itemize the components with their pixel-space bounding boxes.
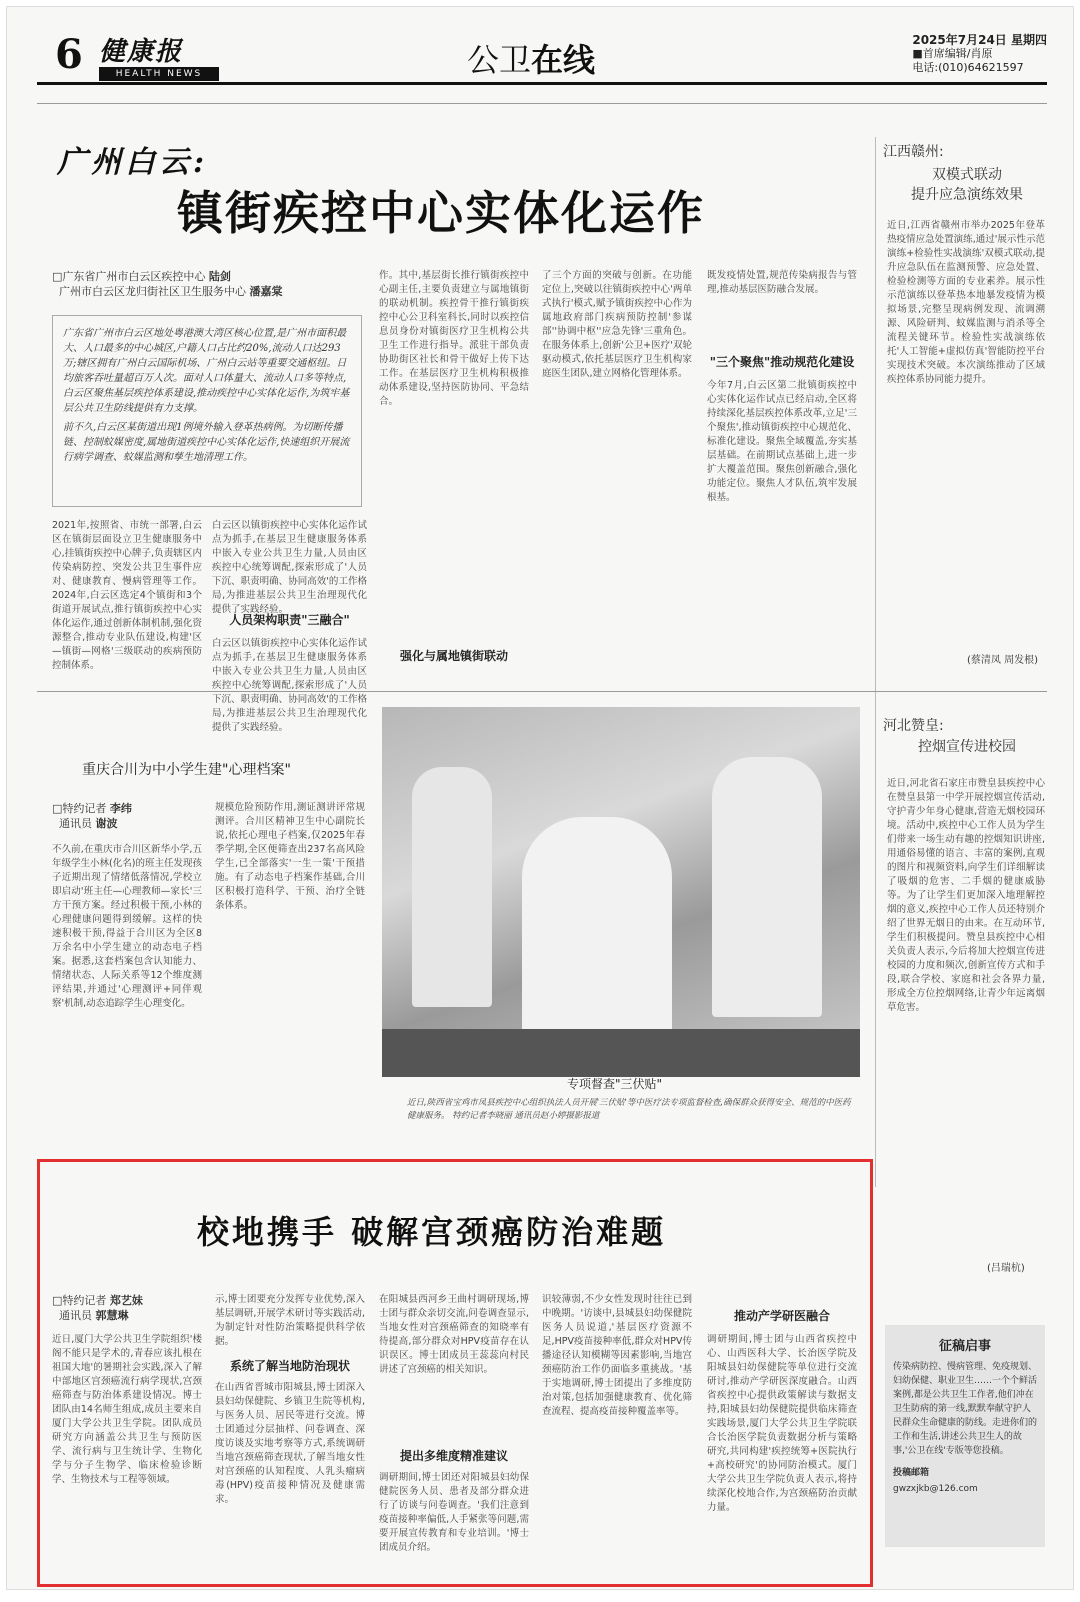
sidebar-hebei-title: 控烟宣传进校园 [918,739,1016,755]
sidebar-jiangxi-body: 近日,江西省赣州市举办2025年登革热疫情应急处置演练,通过'展示性示范演练+检验性实战演练'双模式联动,提升应急队伍在监测预警、应急处置、检验检测等方面的专业素养。展示性示范演练以登革热本地暴发疫情为模拟场景,完整呈现病例发现、流调溯源、风险研判、蚊媒监测与消杀等全流程关键环节。检验性实战演练依托'人工智能+虚拟仿真'智能防控平台实现技术突破。本次演练推动了区域疾控体系协同能力提升。 [887,220,1045,385]
issue-date: 2025年7月24日 星期四 [912,33,1047,47]
lead-byline: □广东省广州市白云区疾控中心 陆剑 广州市白云区龙归街社区卫生服务中心 潘嘉棠 [52,270,283,298]
byline-role: 通讯员 [59,1309,92,1322]
byline-name: 李纬 [109,802,132,815]
byline-name: 潘嘉棠 [249,285,283,298]
sidebar-hebei-body: 近日,河北省石家庄市赞皇县疾控中心在赞皇县第一中学开展控烟宣传活动,守护青少年身心健康,营造无烟校园环境。活动中,疾控中心工作人员为学生们带来一场生动有趣的控烟知识讲座,用通俗易懂的语言、丰富的案例,直观的图片和视频资料,向学生们详细解读了吸烟的危害、二手烟的健康威胁等。为了让学生们更加深入地理解控烟的意义,疾控中心工作人员还特别介绍了世界无烟日的由来。在互动环节,学生们积极提问。赞皇县疾控中心相关负责人表示,今后将加大控烟宣传进校园的力度和频次,创新宣传方式和手段,联合学校、家庭和社会各界力量,形成全方位控烟网络,让青少年远离烟草危害。 [887,778,1045,1013]
feature-column-3b: 调研期间,博士团还对阳城县妇幼保健院医务人员、患者及部分群众进行了访谈与问卷调查。'我们注意到疫苗接种率偏低,人手紧张等问题,需要开展宣传教育和专业培训。'博士团成员介绍。 [379,1472,529,1553]
lead-column-6: 今年7月,白云区第二批镇街疾控中心实体化运作试点已经启动,全区将持续深化基层疾控体系改革,立足'三个聚焦',推动镇街疾控中心规范化、标准化建设。聚焦全域覆盖,夯实基层基础。在前期试点基础上,进一步扩大覆盖范围。聚焦创新融合,强化功能定位。聚焦人才队伍,筑牢发展根基。 [707,380,857,503]
section-title-bold: 在线 [531,41,596,79]
section-title-part: 公卫 [467,41,532,79]
lead-kicker: 广州白云: [57,145,209,180]
feature-title: 校地携手 破解宫颈癌防治难题 [197,1213,667,1251]
masthead [37,25,1047,85]
photo-floor [382,1029,860,1077]
sidebar-hebei-credit: (吕瑞杭) [987,1263,1025,1274]
title-line: 双模式联动 [932,167,1002,183]
lead-subhead-3: "三个聚焦"推动规范化建设 [709,355,855,369]
issue-editors: ■首席编辑/肖原 [912,47,993,60]
sidebar-jiangxi-title [887,165,1047,205]
issue-phone: 电话:(010)64621597 [912,61,1024,74]
feature-subhead-3: 推动产学研医融合 [733,1309,830,1323]
lead-column-4: 了三个方面的突破与创新。在功能定位上,突破以往镇街疾控中心'两单式执行'模式,赋予镇街疾控中心作为属地政府部门疾病预防控制'参谋部''协调中枢''应急先锋'三重角色。在服务体系上,创新'公卫+医疗'双轮驱动模式,依托基层医疗卫生机构家庭医生团队,建立网格化管理体系。 [542,270,692,379]
feature-column-3: 在阳城县西河乡王曲村调研现场,博士团与群众亲切交流,问卷调查显示,当地女性对宫颈癌筛查的知晓率有待提高,部分群众对HPV疫苗存在认识误区。博士团成员王蕊蕊向村民讲述了宫颈癌的相关知识。 [379,1294,529,1375]
photo-figure [412,767,492,1007]
feature-column-5: 调研期间,博士团与山西省疾控中心、山西医科大学、长治医学院及阳城县妇幼保健院等单位进行交流研讨,推动产学研医深度融合。山西省疾控中心提供政策解读与数据支持,阳城县妇幼保健院提供临床筛查实践场景,厦门大学公共卫生学院联合长治医学院负责数据分析与策略研究,共同构建'疾控统筹+医院执行+高校研究'的协同防治模式。厦门大学公共卫生学院负责人表示,将持续深化校地合作,为宫颈癌防治贡献力量。 [707,1334,857,1513]
feature-column-4: 识较薄弱,不少女性发现时往往已到中晚期。'访谈中,县城县妇幼保健院医务人员说道,'基层医疗资源不足,HPV疫苗接种率低,群众对HPV传播途径认知模糊等因素影响,当地宫颈癌防治工作仍面临多重挑战。'基于实地调研,博士团提出了多维度防治对策,包括加强健康教育、优化筛查流程、提高疫苗接种覆盖率等。 [542,1294,692,1417]
email-label: 投稿邮箱 [893,1468,930,1478]
byline-name: 陆剑 [208,270,231,283]
lead-column-2: 白云区以镇街疾控中心实体化运作试点为抓手,在基层卫生健康服务体系中嵌入专业公共卫生力量,人员由区疾控中心统筹调配,探索形成了'人员下沉、职责明确、协同高效'的工作格局,为推进基层公共卫生治理现代化提供了实践经验。 [212,520,367,615]
chongqing-byline: □特约记者 李纬 通讯员 谢波 [52,802,132,830]
feature-subhead-2: 提出多维度精准建议 [399,1449,508,1463]
byline-role: 通讯员 [59,817,92,830]
call-for-submissions [885,1325,1045,1547]
issue-info [912,33,1047,75]
lead-column-1: 2021年,按照省、市统一部署,白云区在镇街层面设立卫生健康服务中心,挂镇街疾控中心牌子,负责辖区内传染病防控、突发公共卫生事件应对、健康教育、慢病管理等工作。2024年,白云区选定4个镇街和3个街道开展试点,推行镇街疾控中心实体化运作,通过创新体制机制,强化资源整合,推动专业队伍建设,构建'区—镇街—网格'三级联动的疾病预防控制体系。 [52,520,202,671]
call-body: 传染病防控、慢病管理、免疫规划、妇幼保健、职业卫生……一个个鲜活案例,都是公共卫生工作者,他们冲在卫生防病的第一线,默默奉献守护人民群众生命健康的防线。走进你们的工作和生活,讲述公共卫生人的故事,'公卫在线'专版等您投稿。 [893,1362,1038,1456]
call-title: 征稿启事 [938,1339,991,1354]
photo-figure [522,817,672,1037]
caption-credit: 特约记者李晓丽 通讯员赵小婷摄影报道 [452,1111,600,1121]
sidebar-jiangxi-region: 江西赣州: [883,144,944,160]
sidebar-hebei-region: 河北赞皇: [883,718,944,734]
byline-name: 郭慧琳 [95,1309,129,1322]
byline-org: 广州市白云区龙归街社区卫生服务中心 [59,285,246,298]
feature-byline: □特约记者 郑艺妹 通讯员 郭慧琳 [52,1294,143,1322]
email-link[interactable]: gwzxjkb@126.com [893,1484,978,1494]
sidebar-divider [875,137,876,1187]
abstract-paragraph: 广东省广州市白云区地处粤港澳大湾区核心位置,是广州市面积最大、人口最多的中心城区,户籍人口占比约20%,流动人口达293万;辖区拥有广州白云国际机场、广州白云站等重要交通枢纽。日均旅客吞吐量超百万人次。面对人口体量大、流动人口多等特点,白云区聚焦基层疾控体系建设,推动疾控中心实体化运作,为筑牢基层公共卫生防线提供有力支撑。 [63,328,350,414]
photo-caption [407,1097,857,1123]
lead-column-5: 既发疫情处置,规范传染病报告与管理,推动基层医防融合发展。 [707,270,857,295]
byline-role: 特约记者 [62,1294,107,1307]
lead-column-3: 作。其中,基层街长推行镇街疾控中心副主任,主要负责建立与属地镇街的联动机制。疾控骨干推行镇街疾控中心公卫科室科长,同时以疾控信息员身份对镇街医疗卫生机构公共卫生工作进行指导。派驻干部负责协助街区社长和骨干做好上传下达工作。在基层医疗卫生机构积极推动体系建设,坚持医防协同、平急结合。 [379,270,529,407]
news-photo [382,707,860,1077]
caption-text: 近日,陕西省宝鸡市凤县疾控中心组织执法人员开展'三伏贴'等中医疗法专项监督检查,确保群众获得安全、规范的中医药健康服务。 [407,1098,851,1121]
photo-figure [712,757,822,1017]
divider [37,103,1047,104]
title-line: 提升应急演练效果 [911,187,1023,203]
byline-name: 谢波 [95,817,118,830]
chongqing-column-2: 规模危险预防作用,测证测讲评常规测评。合川区精神卫生中心副院长说,依托心理电子档案,仅2025年春季学期,全区便筛查出237名高风险学生,已全部落实'一生一策'干预措施。有了动态电子档案作基础,合川区积极打造科学、干预、治疗全链条体系。 [215,802,365,911]
paper-name: 健康报 [99,37,184,67]
lead-subhead-2: 强化与属地镇街联动 [399,649,508,663]
lead-headline: 镇街疾控中心实体化运作 [177,186,705,240]
byline-org: 广东省广州市白云区疾控中心 [62,270,206,283]
lead-abstract [52,315,362,507]
divider [37,691,1047,692]
byline-name: 郑艺妹 [109,1294,143,1307]
feature-column-2: 示,博士团要充分发挥专业优势,深入基层调研,开展学术研讨等实践活动,为制定针对性防治策略提供科学依据。 [215,1294,365,1347]
abstract-paragraph: 前不久,白云区某街道出现1例境外输入登革热病例。为切断传播链、控制蚊媒密度,属地街道疾控中心实体化运作,快速组织开展流行病学调查、蚊媒监测和孳生地清理工作。 [63,422,350,463]
newspaper-page [6,6,1074,1590]
photo-title: 专项督查"三伏贴" [567,1077,663,1091]
section-title [467,35,595,81]
paper-name-en: HEALTH NEWS [99,67,219,81]
lead-subhead-1: 人员架构职责"三融合" [229,613,350,627]
page-number: 6 [55,31,83,78]
chongqing-column-1: 不久前,在重庆市合川区新华小学,五年级学生小林(化名)的班主任发现孩子近期出现了情绪低落情况,学校立即启动'班主任—心理教师—家长'三方干预方案。经过积极干预,小林的心理健康问题得到缓解。这样的快速积极干预,得益于合川区为全区8万余名中小学生建立的动态电子档案。据悉,这套档案包含认知能力、情绪状态、人际关系等12个维度测评结果,并通过'心理测评+同伴观察'机制,动态追踪学生心理变化。 [52,844,202,1009]
byline-role: 特约记者 [62,802,107,815]
feature-subhead-1: 系统了解当地防治现状 [229,1359,350,1373]
sidebar-jiangxi-credit: (蔡清凤 周发根) [967,655,1038,666]
lead-column-2b: 白云区以镇街疾控中心实体化运作试点为抓手,在基层卫生健康服务体系中嵌入专业公共卫生力量,人员由区疾控中心统筹调配,探索形成了'人员下沉、职责明确、协同高效'的工作格局,为推进基层公共卫生治理现代化提供了实践经验。 [212,638,367,733]
feature-column-1: 近日,厦门大学公共卫生学院组织'楼阁不能只是学术的,青春应该扎根在祖国大地'的暑期社会实践,深入了解中部地区宫颈癌流行病学现状,宫颈癌筛查与防治体系建设情况。博士团队由14名师生组成,成员主要来自厦门大学公共卫生学院。团队成员研究方向涵盖公共卫生与预防医学、流行病与卫生统计学、生物化学与分子生物学、临床检验诊断学、生物技术与工程等领域。 [52,1334,202,1485]
feature-column-2b: 在山西省晋城市阳城县,博士团深入县妇幼保健院、乡镇卫生院等机构,与医务人员、居民等进行交流。博士团通过分层抽样、问卷调查、深度访谈及实地考察等方式,系统调研当地宫颈癌筛查现状,了解当地女性对宫颈癌的认知程度、人乳头瘤病毒(HPV)疫苗接种情况及健康需求。 [215,1382,365,1505]
chongqing-title: 重庆合川为中小学生建"心理档案" [82,762,291,778]
